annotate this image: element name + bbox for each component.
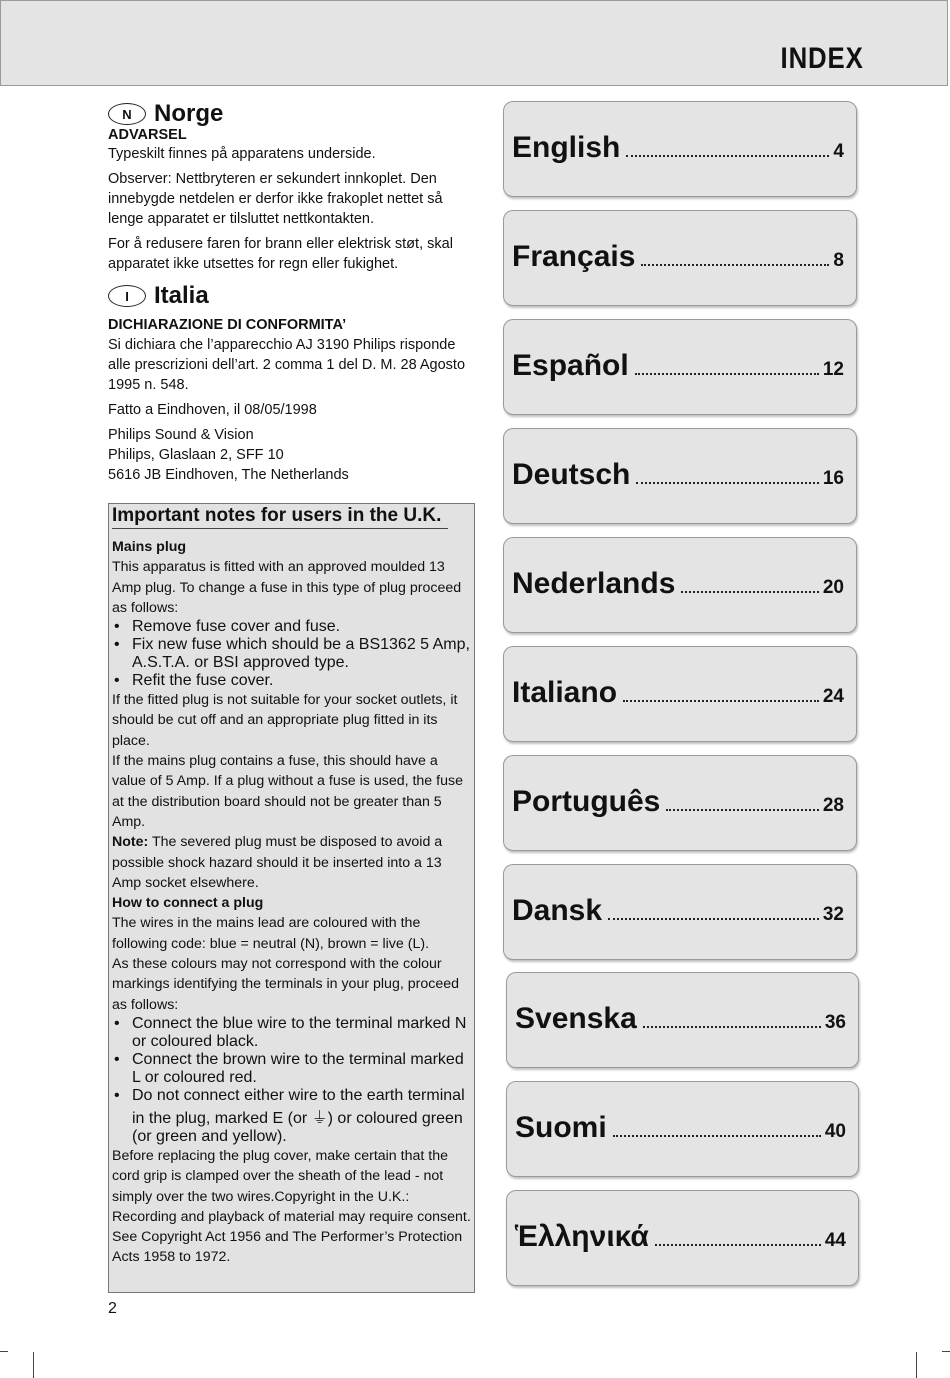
italia-heading: DICHIARAZIONE DI CONFORMITA’ xyxy=(108,317,347,333)
index-language: Português xyxy=(512,785,661,818)
uk-paragraph: If the mains plug contains a fuse, this should have a value of 5 Amp. If a plug without a fuse is used, the fuse at the distribution board should not be greater than 5 Amp. xyxy=(112,753,463,830)
index-entry-nederlands[interactable] xyxy=(503,537,857,633)
country-badge-norge: N xyxy=(108,103,146,125)
uk-paragraph: If the fitted plug is not suitable for your socket outlets, it should be cut off and an appropriate plug fitted in its place. xyxy=(112,692,458,749)
list-item: • Remove fuse cover and fuse. xyxy=(114,618,341,636)
leader-dots xyxy=(626,154,829,157)
list-item: • Refit the fuse cover. xyxy=(114,672,274,690)
crop-mark xyxy=(0,1351,8,1352)
italia-paragraph: Si dichiara che l’apparecchio AJ 3190 Philips risponde alle prescrizioni dell’art. 2 comma 1 del D. M. 28 Agosto 1995 n. 548. xyxy=(108,337,466,393)
leader-dots xyxy=(666,808,819,811)
crop-mark xyxy=(33,1352,34,1378)
leader-dots xyxy=(641,263,829,266)
index-language: Español xyxy=(512,349,629,382)
norge-paragraph: For å redusere faren for brann eller elektrisk støt, skal apparatet ikke utsettes for regn eller fukighet. xyxy=(108,236,453,272)
list-item-text: Connect the brown wire to the terminal marked L or coloured red. xyxy=(132,1050,464,1086)
section-title-norge: Norge xyxy=(154,100,224,127)
index-entry-suomi[interactable] xyxy=(506,1081,859,1177)
index-language: Deutsch xyxy=(512,458,631,491)
index-entry-italiano[interactable] xyxy=(503,646,857,742)
crop-mark xyxy=(942,1351,950,1352)
index-language: Français xyxy=(512,240,636,273)
crop-mark xyxy=(916,1352,917,1378)
italia-paragraph: Fatto a Eindhoven, il 08/05/1998 xyxy=(108,402,317,418)
connect-plug-heading: How to connect a plug xyxy=(112,895,264,912)
index-language: Italiano xyxy=(512,676,618,709)
index-entry-deutsch[interactable] xyxy=(503,428,857,524)
leader-dots xyxy=(643,1025,821,1028)
uk-notes-title: Important notes for users in the U.K. xyxy=(112,504,448,529)
index-entry-dansk[interactable] xyxy=(503,864,857,960)
italia-address-line: Philips Sound & Vision xyxy=(108,427,254,443)
leader-dots xyxy=(613,1134,821,1137)
index-language: Suomi xyxy=(515,1111,607,1144)
leader-dots xyxy=(655,1243,821,1246)
note-text: The severed plug must be disposed to avoid a possible shock hazard should it be inserted into a 13 Amp socket elsewhere. xyxy=(112,834,443,891)
list-item-text: Connect the blue wire to the terminal marked N or coloured black. xyxy=(132,1014,467,1050)
leader-dots xyxy=(681,590,818,593)
index-entry-english[interactable] xyxy=(503,101,857,197)
uk-paragraph: As these colours may not correspond with the colour markings identifying the terminals in your plug, proceed as follows: xyxy=(112,956,459,1013)
italia-address-line: 5616 JB Eindhoven, The Netherlands xyxy=(108,467,349,483)
list-item-text: Refit the fuse cover. xyxy=(132,672,274,690)
index-page-number: 12 xyxy=(822,359,844,380)
index-entry-ellinika[interactable] xyxy=(506,1190,859,1286)
leader-dots xyxy=(623,699,819,702)
norge-heading: ADVARSEL xyxy=(108,127,187,143)
index-page-number: 32 xyxy=(822,904,844,925)
section-italia-header xyxy=(108,280,476,312)
mains-plug-heading: Mains plug xyxy=(112,539,187,555)
index-page-number: 16 xyxy=(822,468,844,489)
index-page-number: 24 xyxy=(822,686,844,707)
index-page-number: 20 xyxy=(822,577,844,598)
left-column xyxy=(108,98,476,485)
section-title-italia: Italia xyxy=(154,282,209,309)
leader-dots xyxy=(608,917,819,920)
list-item-text: Remove fuse cover and fuse. xyxy=(132,618,341,636)
index-page-number: 36 xyxy=(824,1012,846,1033)
leader-dots xyxy=(635,372,819,375)
list-item: • Connect the blue wire to the terminal marked N or coloured black. xyxy=(112,1015,472,1051)
page-number: 2 xyxy=(108,1300,117,1317)
norge-paragraph: Typeskilt finnes på apparatens underside. xyxy=(108,146,376,162)
list-item-text: Fix new fuse which should be a BS1362 5 Amp, A.S.T.A. or BSI approved type. xyxy=(132,636,470,672)
list-item-text: Do not connect either wire to the earth terminal in the plug, marked E (or ⏚) or coloured green (or green and yellow). xyxy=(132,1086,465,1145)
note-label: Note: xyxy=(112,834,149,851)
list-item: • Do not connect either wire to the earth terminal in the plug, marked E (or ⏚) or coloured green (or green and yellow). xyxy=(112,1087,472,1146)
index-language: Svenska xyxy=(515,1002,637,1035)
index-page-number: 44 xyxy=(824,1230,846,1251)
index-page-number: 4 xyxy=(833,141,844,162)
index-language: Nederlands xyxy=(512,567,676,600)
note-paragraph xyxy=(112,832,472,893)
section-norge-header xyxy=(108,98,476,130)
list-item: • Fix new fuse which should be a BS1362 5 Amp, A.S.T.A. or BSI approved type. xyxy=(112,636,472,672)
index-page-number: 28 xyxy=(822,795,844,816)
index-language: Dansk xyxy=(512,894,603,927)
uk-notes-box xyxy=(108,503,475,1293)
leader-dots xyxy=(636,481,819,484)
index-language: Ἑλληνικά xyxy=(515,1220,649,1253)
index-page-number: 8 xyxy=(833,250,844,271)
index-page-number: 40 xyxy=(824,1121,846,1142)
italia-address-line: Philips, Glaslaan 2, SFF 10 xyxy=(108,447,284,463)
page-title: INDEX xyxy=(780,42,864,75)
index-language: English xyxy=(512,131,621,164)
uk-paragraph: The wires in the mains lead are coloured with the following code: blue = neutral (N), brown = live (L). xyxy=(112,915,430,952)
index-entry-espanol[interactable] xyxy=(503,319,857,415)
list-item: • Connect the brown wire to the terminal marked L or coloured red. xyxy=(112,1051,472,1087)
index-entry-svenska[interactable] xyxy=(506,972,859,1068)
uk-paragraph: Before replacing the plug cover, make certain that the cord grip is clamped over the sheath of the lead - not simply over the two wires.Copyright in the U.K.: Recording and playback of material may require consent. See Copyright Act 1956 and The Performer’s Protection Acts 1958 to 1972. xyxy=(112,1147,471,1266)
index-entry-portugues[interactable] xyxy=(503,755,857,851)
index-entry-francais[interactable] xyxy=(503,210,857,306)
uk-paragraph: This apparatus is fitted with an approved moulded 13 Amp plug. To change a fuse in this type of plug proceed as follows: xyxy=(112,559,462,616)
norge-paragraph: Observer: Nettbryteren er sekundert innkoplet. Den innebygde netdelen er derfor ikke frakoplet nettet så lenge apparatet er tilsluttet nettkontakten. xyxy=(108,171,443,227)
country-badge-italia: I xyxy=(108,285,146,307)
